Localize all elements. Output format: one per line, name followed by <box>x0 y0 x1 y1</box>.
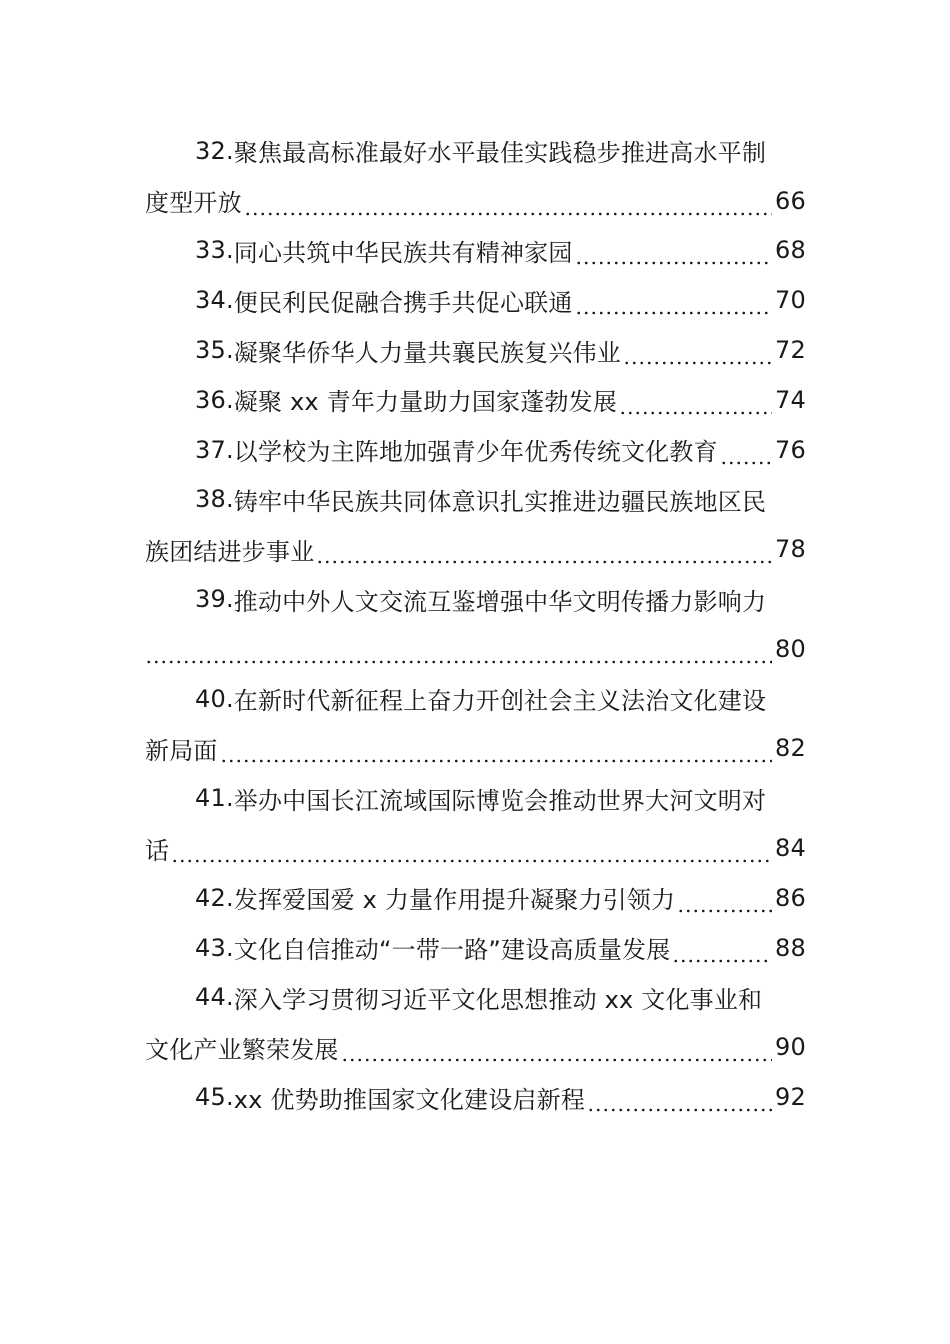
toc-entry-number: 33. <box>195 236 234 265</box>
toc-entry-number: 37. <box>195 435 234 464</box>
dot-leader <box>619 391 772 415</box>
toc-entry-36[interactable] <box>145 375 806 425</box>
toc-entry-number: 45. <box>195 1083 234 1112</box>
dot-leader <box>672 939 772 963</box>
toc-entry-42[interactable] <box>145 873 806 923</box>
toc-entry-title: 文化自信推动“一带一路”建设高质量发展 <box>233 936 671 965</box>
toc-entry-title: 推动中外人文交流互鉴增强中华文明传播力影响力 <box>233 587 767 616</box>
toc-entry-44-heading[interactable] <box>145 973 806 1023</box>
toc-entry-title-cont: 话 <box>145 836 170 865</box>
table-of-contents <box>145 126 806 1122</box>
toc-page-number: 72 <box>775 336 806 365</box>
toc-entry-title: 凝聚华侨华人力量共襄民族复兴伟业 <box>233 338 621 367</box>
toc-entry-title: 以学校为主阵地加强青少年优秀传统文化教育 <box>233 438 718 467</box>
toc-entry-title: 在新时代新征程上奋力开创社会主义法治文化建设 <box>233 687 767 716</box>
dot-leader <box>220 739 772 763</box>
toc-entry-title: 聚焦最高标准最好水平最佳实践稳步推进高水平制 <box>233 139 767 168</box>
toc-entry-number: 42. <box>195 883 234 912</box>
dot-leader <box>575 291 772 315</box>
toc-entry-33[interactable] <box>145 226 806 276</box>
toc-page-number: 90 <box>775 1033 806 1062</box>
toc-entry-number: 40. <box>195 684 234 713</box>
toc-entry-number: 38. <box>195 485 234 514</box>
dot-leader <box>244 192 772 216</box>
toc-entry-45[interactable] <box>145 1072 806 1122</box>
toc-entry-40-continuation[interactable] <box>145 724 806 774</box>
toc-entry-title-cont: 族团结进步事业 <box>145 537 315 566</box>
toc-entry-37[interactable] <box>145 425 806 475</box>
toc-entry-38-continuation[interactable] <box>145 524 806 574</box>
toc-entry-43[interactable] <box>145 923 806 973</box>
dot-leader <box>720 441 772 465</box>
toc-entry-number: 35. <box>195 336 234 365</box>
toc-page-number: 82 <box>775 734 806 763</box>
dot-leader <box>587 1088 772 1112</box>
toc-page-number: 74 <box>775 385 806 414</box>
toc-entry-number: 41. <box>195 784 234 813</box>
toc-page-number: 76 <box>775 435 806 464</box>
toc-entry-number: 44. <box>195 983 234 1012</box>
toc-page-number: 92 <box>775 1083 806 1112</box>
toc-entry-title: 同心共筑中华民族共有精神家园 <box>233 238 573 267</box>
toc-entry-41-continuation[interactable] <box>145 823 806 873</box>
dot-leader <box>145 640 772 664</box>
toc-entry-32-heading[interactable] <box>145 126 806 176</box>
toc-entry-number: 32. <box>195 136 234 165</box>
toc-entry-title-cont: 度型开放 <box>145 189 242 218</box>
dot-leader <box>341 1038 772 1062</box>
toc-entry-title: 举办中国长江流域国际博览会推动世界大河文明对 <box>233 786 767 815</box>
toc-page-number: 86 <box>775 883 806 912</box>
toc-entry-title: 发挥爱国爱 x 力量作用提升凝聚力引领力 <box>233 886 676 915</box>
toc-entry-41-heading[interactable] <box>145 773 806 823</box>
toc-page-number: 70 <box>775 286 806 315</box>
toc-page-number: 84 <box>775 834 806 863</box>
toc-entry-title: 凝聚 xx 青年力量助力国家蓬勃发展 <box>233 388 618 417</box>
toc-entry-39-heading[interactable] <box>145 574 806 624</box>
toc-page-number: 78 <box>775 535 806 564</box>
dot-leader <box>171 839 772 863</box>
dot-leader <box>316 540 772 564</box>
toc-entry-35[interactable] <box>145 325 806 375</box>
toc-page-number: 80 <box>775 634 806 663</box>
toc-entry-title: 深入学习贯彻习近平文化思想推动 xx 文化事业和 <box>233 985 763 1014</box>
toc-entry-number: 43. <box>195 933 234 962</box>
toc-entry-40-heading[interactable] <box>145 674 806 724</box>
toc-entry-number: 39. <box>195 585 234 614</box>
toc-entry-title: 铸牢中华民族共同体意识扎实推进边疆民族地区民 <box>233 487 767 516</box>
toc-page-number: 66 <box>775 186 806 215</box>
dot-leader <box>623 341 772 365</box>
dot-leader <box>677 889 772 913</box>
toc-entry-38-heading[interactable] <box>145 475 806 525</box>
toc-entry-title: xx 优势助推国家文化建设启新程 <box>233 1085 586 1114</box>
toc-entry-34[interactable] <box>145 275 806 325</box>
toc-entry-39-continuation[interactable] <box>145 624 806 674</box>
toc-entry-32-continuation[interactable] <box>145 176 806 226</box>
toc-page-number: 88 <box>775 933 806 962</box>
toc-entry-title-cont: 文化产业繁荣发展 <box>145 1035 339 1064</box>
toc-entry-title: 便民利民促融合携手共促心联通 <box>233 288 573 317</box>
toc-entry-title-cont: 新局面 <box>145 736 218 765</box>
dot-leader <box>575 241 772 265</box>
toc-entry-44-continuation[interactable] <box>145 1022 806 1072</box>
toc-page-number: 68 <box>775 236 806 265</box>
toc-entry-number: 36. <box>195 385 234 414</box>
toc-entry-number: 34. <box>195 286 234 315</box>
